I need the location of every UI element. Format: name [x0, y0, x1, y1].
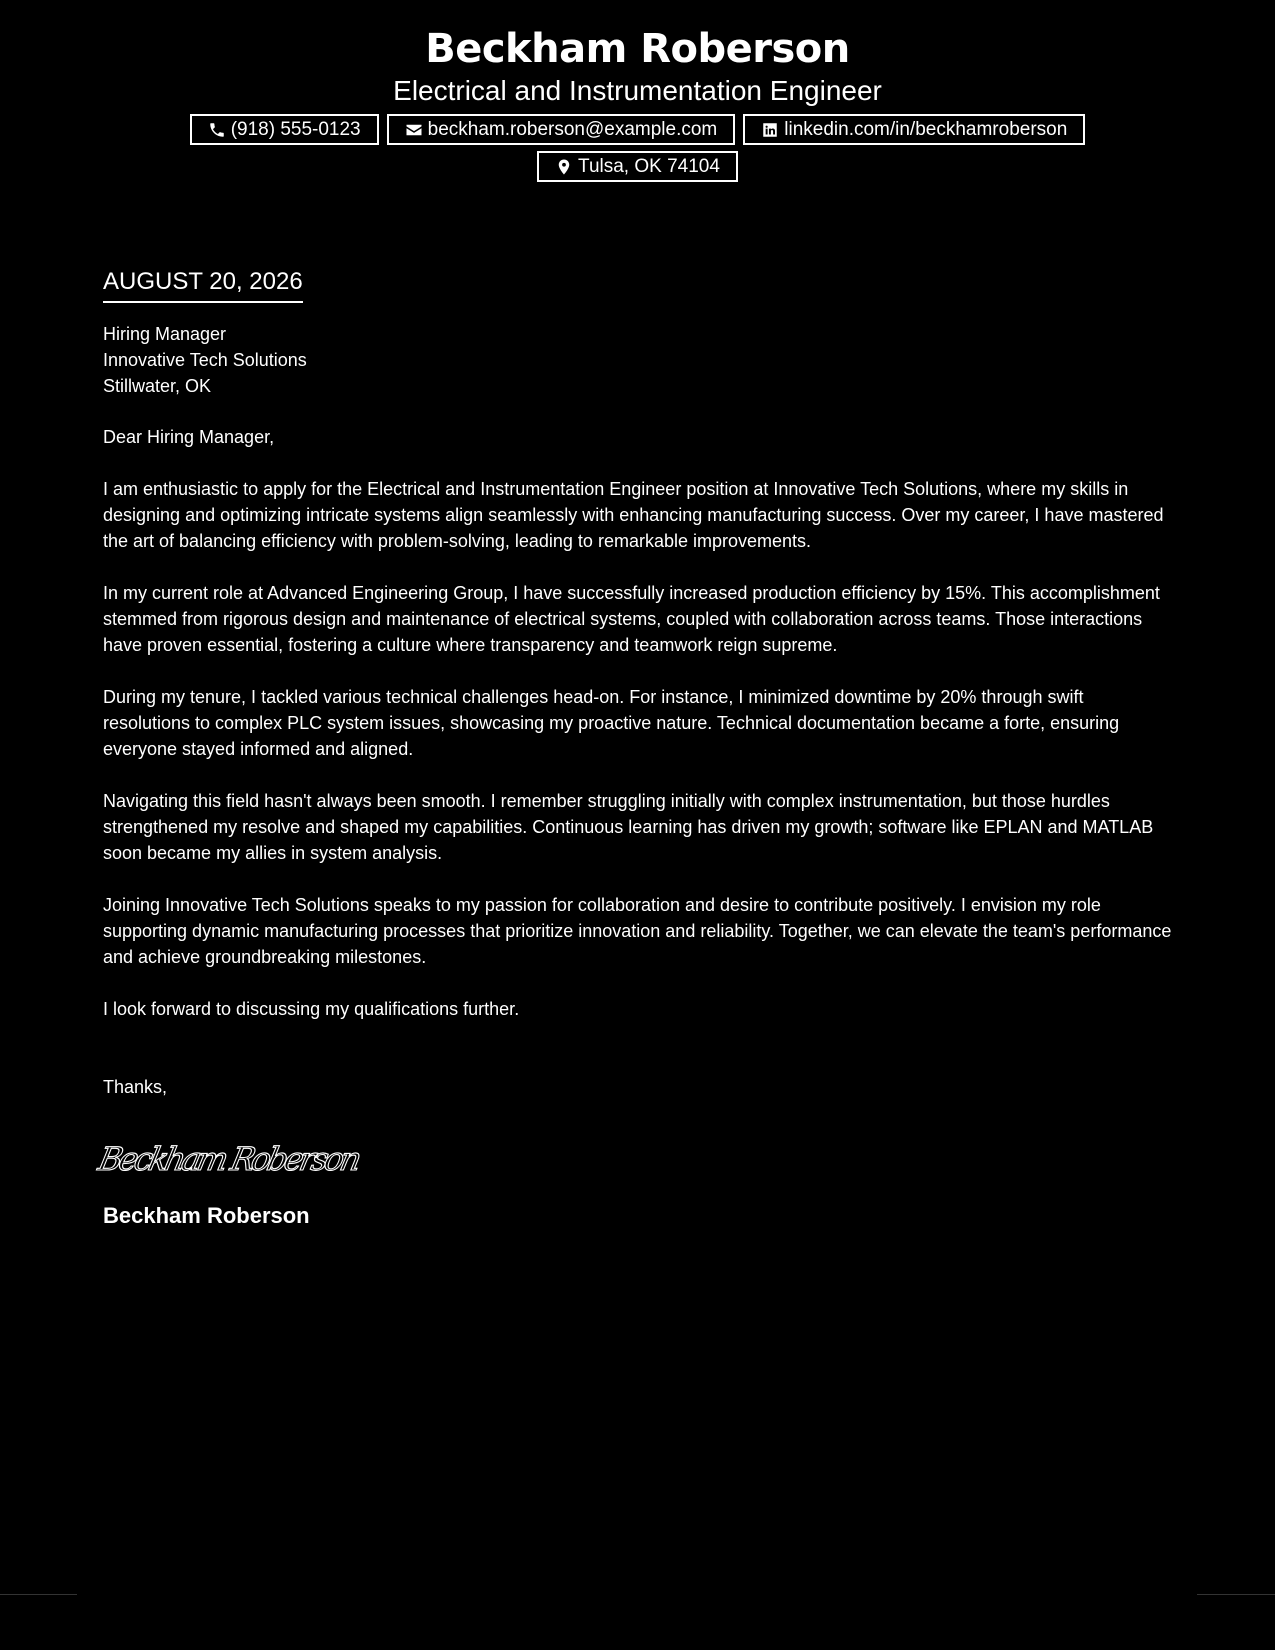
- recipient-block: [103, 321, 1173, 399]
- contact-location-text: Tulsa, OK 74104: [578, 156, 720, 177]
- signature-image: [95, 1132, 1173, 1182]
- applicant-title: Electrical and Instrumentation Engineer: [393, 75, 882, 106]
- closing: Thanks,: [103, 1077, 168, 1097]
- footer-divider-right: [1197, 1594, 1275, 1595]
- letter-body: [95, 266, 1173, 1230]
- body-paragraph: I look forward to discussing my qualifications further.: [103, 999, 520, 1019]
- linkedin-icon: [761, 121, 779, 139]
- contact-linkedin[interactable]: [743, 114, 1085, 145]
- letter-header: [0, 22, 1275, 182]
- contact-email-text: beckham.roberson@example.com: [427, 119, 718, 140]
- body-paragraph: I am enthusiastic to apply for the Electrical and Instrumentation Engineer position at Innovative Tech Solutions, where my skills in designing and optimizing intricate systems align seamlessly with enhancing manufacturing success. Over my career, I have mastered the art of balancing efficiency with problem-solving, leading to remarkable improvements.: [103, 479, 1164, 551]
- contact-linkedin-text: linkedin.com/in/beckhamroberson: [784, 119, 1068, 140]
- contact-email[interactable]: [387, 114, 736, 145]
- footer-divider-left: [0, 1594, 77, 1595]
- recipient-location: Stillwater, OK: [103, 376, 212, 396]
- body-paragraph: In my current role at Advanced Engineering Group, I have successfully increased production efficiency by 15%. This accomplishment stemmed from rigorous design and maintenance of electrical systems, coupled with collaboration across teams. Those interactions have proven essential, fostering a culture where transparency and teamwork reign supreme.: [103, 583, 1160, 655]
- contact-phone[interactable]: [190, 114, 379, 145]
- body-paragraph: Joining Innovative Tech Solutions speaks to my passion for collaboration and desire to contribute positively. I envision my role supporting dynamic manufacturing processes that prioritize innovation and reliability. Together, we can elevate the team's performance and achieve groundbreaking milestones.: [103, 895, 1172, 967]
- contact-bar: [188, 114, 1088, 182]
- salutation: Dear Hiring Manager,: [103, 427, 275, 447]
- signer-name: Beckham Roberson: [103, 1203, 310, 1228]
- recipient-company: Innovative Tech Solutions: [103, 350, 307, 370]
- contact-phone-text: (918) 555-0123: [230, 119, 361, 140]
- body-paragraph: During my tenure, I tackled various technical challenges head-on. For instance, I minimized downtime by 20% through swift resolutions to complex PLC system issues, showcasing my proactive nature. Technical documentation became a forte, ensuring everyone stayed informed and aligned.: [103, 687, 1120, 759]
- recipient-name: Hiring Manager: [103, 324, 227, 344]
- body-paragraph: Navigating this field hasn't always been smooth. I remember struggling initially with complex instrumentation, but those hurdles strengthened my resolve and shaped my capabilities. Continuous learning has driven my growth; software like EPLAN and MATLAB soon became my allies in system analysis.: [103, 791, 1154, 863]
- envelope-icon: [405, 121, 423, 139]
- contact-location[interactable]: [537, 151, 738, 182]
- phone-icon: [208, 121, 226, 139]
- map-pin-icon: [555, 158, 573, 176]
- letter-date: AUGUST 20, 2026: [103, 266, 303, 303]
- applicant-name: Beckham Roberson: [425, 26, 850, 72]
- signature-text: Beckham Roberson: [95, 1140, 366, 1178]
